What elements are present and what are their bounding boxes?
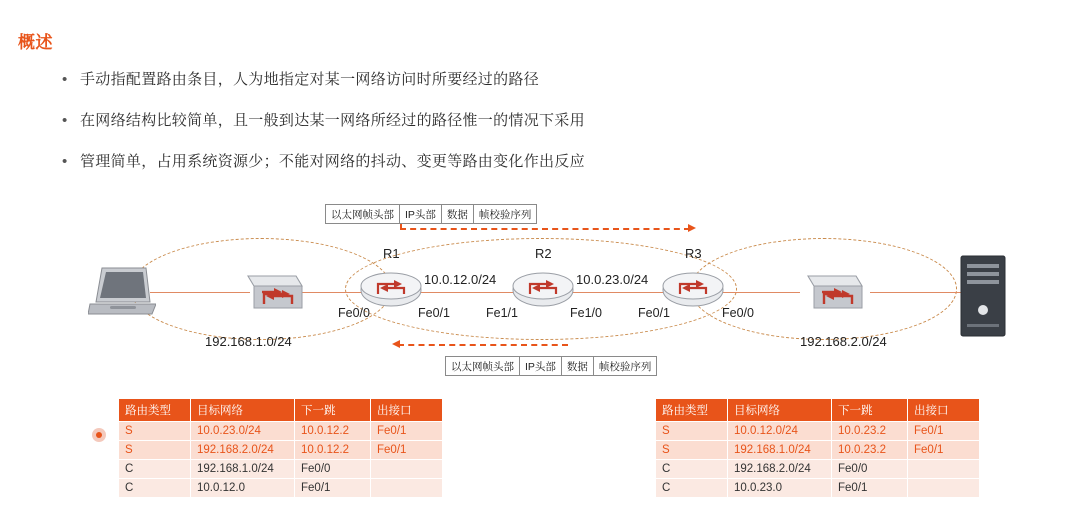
cell-exit-interface: [908, 479, 980, 498]
table-row: [656, 479, 980, 498]
laptop-icon: [88, 264, 156, 325]
cell-destination: 192.168.2.0/24: [191, 441, 295, 460]
table-row: [119, 441, 443, 460]
cell-exit-interface: [371, 460, 443, 479]
cell-destination: 192.168.2.0/24: [728, 460, 832, 479]
interface-r2-fe11-label: Fe1/1: [486, 306, 518, 320]
column-header-destination: 目标网络: [728, 399, 832, 422]
network-mid2-label: 10.0.23.0/24: [576, 272, 649, 287]
server-icon: [955, 254, 1011, 343]
table-row: [656, 460, 980, 479]
column-header-destination: 目标网络: [191, 399, 295, 422]
cell-route-type: C: [656, 479, 728, 498]
cell-route-type: C: [119, 460, 191, 479]
table-header-row: [119, 399, 443, 422]
column-header-route-type: 路由类型: [119, 399, 191, 422]
cell-exit-interface: Fe0/1: [908, 441, 980, 460]
interface-r1-fe01-label: Fe0/1: [418, 306, 450, 320]
link-r3-switch: [720, 292, 800, 293]
bullet-marker-icon: •: [62, 153, 68, 170]
frame-field-fcs: 帧校验序列: [478, 208, 532, 221]
table-row: [119, 460, 443, 479]
cell-next-hop: 10.0.12.2: [295, 441, 371, 460]
table-row: [656, 441, 980, 460]
interface-r1-fe00-label: Fe0/0: [338, 306, 370, 320]
frame-field-ip-header: IP头部: [520, 357, 562, 375]
router-r2-label: R2: [535, 246, 552, 261]
frame-field-data: 数据: [562, 357, 594, 375]
router-r1-label: R1: [383, 246, 400, 261]
cell-exit-interface: Fe0/1: [371, 422, 443, 441]
frame-field-eth-header: 以太网帧头部: [326, 205, 400, 223]
table-row: [656, 422, 980, 441]
cell-exit-interface: [908, 460, 980, 479]
highlight-marker-icon: [92, 428, 106, 442]
column-header-next-hop: 下一跳: [832, 399, 908, 422]
cell-route-type: C: [119, 479, 191, 498]
cell-next-hop: Fe0/0: [832, 460, 908, 479]
link-switch-server: [870, 292, 962, 293]
frame-field-fcs: 帧校验序列: [598, 360, 652, 373]
network-mid1-label: 10.0.12.0/24: [424, 272, 497, 287]
bullet-marker-icon: •: [62, 71, 68, 88]
link-r2-r3: [570, 292, 670, 293]
interface-r3-fe00-label: Fe0/0: [722, 306, 754, 320]
switch-right-icon: [800, 264, 864, 321]
cell-next-hop: 10.0.23.2: [832, 422, 908, 441]
bullet-marker-icon: •: [62, 112, 68, 129]
list-item: [62, 70, 962, 90]
list-item-text: 管理简单，占用系统资源少；不能对网络的抖动、变更等路由变化作出反应: [80, 153, 585, 170]
cell-destination: 10.0.23.0/24: [191, 422, 295, 441]
switch-left-icon: [240, 264, 304, 321]
router-r3-label: R3: [685, 246, 702, 261]
cell-destination: 192.168.1.0/24: [728, 441, 832, 460]
cell-route-type: S: [656, 422, 728, 441]
cell-route-type: S: [119, 441, 191, 460]
cell-destination: 10.0.23.0: [728, 479, 832, 498]
cell-next-hop: Fe0/0: [295, 460, 371, 479]
flow-arrow-reverse-head: [392, 340, 400, 348]
cell-next-hop: Fe0/1: [832, 479, 908, 498]
routing-table-r3: [655, 398, 980, 498]
page-title: 概述: [18, 33, 53, 52]
link-laptop-switch: [150, 292, 250, 293]
flow-arrow-forward-head: [688, 224, 696, 232]
cell-next-hop: 10.0.23.2: [832, 441, 908, 460]
table-row: [119, 422, 443, 441]
routing-table-r1: [118, 398, 443, 498]
table-row: [119, 479, 443, 498]
cell-route-type: S: [656, 441, 728, 460]
flow-arrow-reverse-line: [398, 344, 568, 346]
cell-route-type: C: [656, 460, 728, 479]
network-left-label: 192.168.1.0/24: [205, 334, 292, 349]
frame-field-data: 数据: [442, 205, 474, 223]
column-header-exit-interface: 出接口: [371, 399, 443, 422]
network-right-label: 192.168.2.0/24: [800, 334, 887, 349]
ethernet-frame-top: [325, 204, 537, 224]
ethernet-frame-bottom: [445, 356, 657, 376]
interface-r2-fe10-label: Fe1/0: [570, 306, 602, 320]
cell-next-hop: Fe0/1: [295, 479, 371, 498]
interface-r3-fe01-label: Fe0/1: [638, 306, 670, 320]
flow-arrow-forward-line: [400, 228, 690, 230]
link-r1-r2: [420, 292, 520, 293]
list-item: [62, 152, 962, 172]
cell-exit-interface: Fe0/1: [908, 422, 980, 441]
column-header-next-hop: 下一跳: [295, 399, 371, 422]
bullet-list: [62, 70, 962, 193]
list-item-text: 在网络结构比较简单，且一般到达某一网络所经过的路径惟一的情况下采用: [80, 112, 585, 129]
frame-field-ip-header: IP头部: [400, 205, 442, 223]
cell-route-type: S: [119, 422, 191, 441]
cell-exit-interface: Fe0/1: [371, 441, 443, 460]
frame-field-eth-header: 以太网帧头部: [446, 357, 520, 375]
cell-exit-interface: [371, 479, 443, 498]
cell-destination: 192.168.1.0/24: [191, 460, 295, 479]
list-item: [62, 111, 962, 131]
column-header-exit-interface: 出接口: [908, 399, 980, 422]
list-item-text: 手动指配置路由条目，人为地指定对某一网络访问时所要经过的路径: [80, 71, 540, 88]
link-switch-r1: [300, 292, 368, 293]
table-header-row: [656, 399, 980, 422]
cell-next-hop: 10.0.12.2: [295, 422, 371, 441]
cell-destination: 10.0.12.0: [191, 479, 295, 498]
cell-destination: 10.0.12.0/24: [728, 422, 832, 441]
network-topology-diagram: [0, 196, 1067, 396]
column-header-route-type: 路由类型: [656, 399, 728, 422]
